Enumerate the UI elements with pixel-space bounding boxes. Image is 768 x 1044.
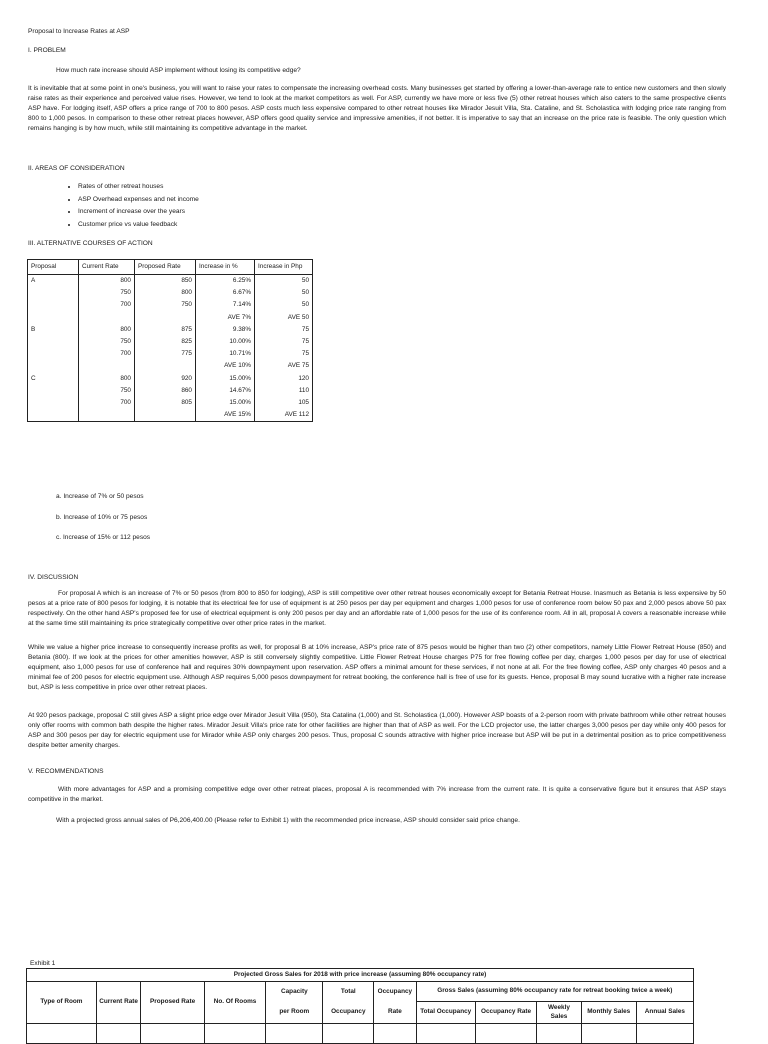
table-cell: 920 bbox=[135, 373, 196, 385]
table-row bbox=[28, 336, 313, 348]
considerations-list bbox=[28, 181, 428, 231]
discussion-paragraph-2: While we value a higher price increase to consequently increase profits as well, for proposal B at 10% increase, ASP's price rate of 875 pesos would be higher than two (2) other competitors, namely Little Flower Retreat House (850) and Betania (800). If we look at the prices for other amenities however, ASP is still conversely slightly competitive. Little Flower Retreat House charges P75 for free flowing coffee per day, charges 1,000 pesos per day for use of electrical equipment, also 1,000 pesos for use of conference hall and requires 30% downpayment upon reservation. ASP offers a minimal amount for these services, if not none at all. For the free flowing coffee, ASP only charges 40 pesos and a minimal fee of 200 pesos for electric equipment use. Although ASP requires 5,000 pesos downpayment for retreat booking, the conference hall is free of use for its guests. Hence, proposal B may sound lucrative with a higher rate increase but, ASP is less competitive in price over other retreat places. bbox=[28, 644, 726, 691]
table-cell: 805 bbox=[135, 397, 196, 409]
table-cell: 6.25% bbox=[196, 275, 255, 288]
table-cell bbox=[28, 348, 79, 360]
table-cell: 75 bbox=[255, 348, 313, 360]
table-row bbox=[28, 312, 313, 324]
column-header: Gross Sales (assuming 80% occupancy rate for retreat booking twice a week) bbox=[416, 982, 693, 1002]
table-cell: 700 bbox=[79, 397, 135, 409]
table-cell bbox=[374, 1024, 416, 1044]
table-row bbox=[28, 373, 313, 385]
table-cell: 120 bbox=[255, 373, 313, 385]
table-row bbox=[27, 1024, 694, 1044]
table-cell: 825 bbox=[135, 336, 196, 348]
column-header: Occupancy Rate bbox=[475, 1002, 536, 1024]
table-cell bbox=[79, 360, 135, 372]
table-cell: A bbox=[28, 275, 79, 288]
table-row bbox=[27, 969, 694, 982]
column-subheader: Occupancy bbox=[323, 1002, 374, 1024]
table-cell bbox=[135, 312, 196, 324]
table-cell bbox=[27, 1024, 97, 1044]
column-header: Proposed Rate bbox=[135, 260, 196, 275]
list-item: • Rates of other retreat houses bbox=[78, 181, 428, 194]
table-cell: 50 bbox=[255, 299, 313, 311]
exhibit-table bbox=[26, 968, 694, 1044]
table-cell: AVE 15% bbox=[196, 409, 255, 422]
column-header: Capacity bbox=[266, 982, 323, 1002]
column-header: Total Occupancy bbox=[416, 1002, 475, 1024]
discussion-paragraph-3: At 920 pesos package, proposal C still gives ASP a slight price edge over Mirador Jesuit Villa (950), Sta Catalina (1,000) and St. Scholastica (1,000). However ASP boasts of a 2-person room with private bathroom while other retreat houses only offer rooms with common bath despite the higher rates. Mirador Jesuit Villa's price rate for other facilities are higher than that of ASP as well. For the LCD projector use, the latter charges 3,000 pesos per day while only 400 pesos for ASP and 300 pesos per day for electric equipment use for Mirador while ASP only charges 200 pesos. Thus, proposal C sounds attractive with higher price increase but ASP will be put in a detrimental position as to price competitiveness despite better amenity charges. bbox=[28, 712, 726, 749]
problem-paragraph: It is inevitable that at some point in one's business, you will want to raise your rates to compensate the increasing overhead costs. Many businesses get started by offering a lower-than-average rate to entice new customers and then slowly raise rates as their experience and perceived value rises. However, we tend to look at the market competitors as well. For ASP, currently we have more or less five (5) other retreat houses which also caters to the same prospective clients ASP have. For lodging itself, ASP offers a price range of 700 to 800 pesos. ASP costs much less expensive compared to other retreat houses like Mirador Jesuit Villa, Sta. Cataline, and St. Scholastica with lodging price rate ranging from 800 to 1,000 pesos. In comparison to these other retreat places however, ASP offers good quality service and impressive amenities, if not better. It is imperative to say that an increase on the price rate is feasible. The only question which remains hanging is by how much, while still maintaining its competitive advantage in the market. bbox=[28, 85, 726, 132]
table-cell bbox=[266, 1024, 323, 1044]
option-a: a. Increase of 7% or 50 pesos bbox=[56, 493, 144, 500]
table-cell: 14.67% bbox=[196, 385, 255, 397]
table-cell bbox=[323, 1024, 374, 1044]
table-cell: 800 bbox=[79, 373, 135, 385]
table-cell bbox=[581, 1024, 636, 1044]
table-cell bbox=[28, 312, 79, 324]
table-cell: 15.00% bbox=[196, 373, 255, 385]
table-cell: 700 bbox=[79, 348, 135, 360]
table-cell bbox=[28, 385, 79, 397]
discussion-heading: IV. DISCUSSION bbox=[28, 574, 79, 581]
recommendations-heading: V. RECOMMENDATIONS bbox=[28, 768, 104, 775]
table-cell bbox=[537, 1024, 581, 1044]
table-cell: 800 bbox=[79, 324, 135, 336]
table-cell: 50 bbox=[255, 275, 313, 288]
table-cell: AVE 75 bbox=[255, 360, 313, 372]
column-header: Current Rate bbox=[96, 982, 140, 1024]
column-header: Current Rate bbox=[79, 260, 135, 275]
column-header: Occupancy bbox=[374, 982, 416, 1002]
document-title: Proposal to Increase Rates at ASP bbox=[28, 28, 130, 35]
table-cell bbox=[204, 1024, 265, 1044]
option-c: c. Increase of 15% or 112 pesos bbox=[56, 534, 151, 541]
table-cell: 7.14% bbox=[196, 299, 255, 311]
table-cell: 110 bbox=[255, 385, 313, 397]
table-cell: 750 bbox=[79, 336, 135, 348]
table-cell: 50 bbox=[255, 287, 313, 299]
table-cell: 775 bbox=[135, 348, 196, 360]
table-cell: 875 bbox=[135, 324, 196, 336]
table-cell: AVE 112 bbox=[255, 409, 313, 422]
table-cell bbox=[28, 287, 79, 299]
column-header: Monthly Sales bbox=[581, 1002, 636, 1024]
recommendations-paragraph-2: With a projected gross annual sales of P6,206,400.00 (Please refer to Exhibit 1) with the recommended price increase, ASP should consider said price change. bbox=[56, 817, 520, 824]
table-cell: 75 bbox=[255, 324, 313, 336]
table-cell: 10.00% bbox=[196, 336, 255, 348]
alternatives-heading: III. ALTERNATIVE COURSES OF ACTION bbox=[28, 240, 153, 247]
table-cell: 105 bbox=[255, 397, 313, 409]
table-cell bbox=[28, 409, 79, 422]
problem-heading: I. PROBLEM bbox=[28, 47, 66, 54]
column-header: Type of Room bbox=[27, 982, 97, 1024]
column-header: Annual Sales bbox=[636, 1002, 693, 1024]
exhibit-title: Projected Gross Sales for 2018 with price increase (assuming 80% occupancy rate) bbox=[27, 969, 694, 982]
alternatives-table bbox=[27, 259, 313, 422]
table-cell: 800 bbox=[79, 275, 135, 288]
table-row bbox=[28, 348, 313, 360]
problem-question: How much rate increase should ASP implement without losing its competitive edge? bbox=[56, 67, 301, 74]
table-cell: 700 bbox=[79, 299, 135, 311]
list-item: • Increment of increase over the years bbox=[78, 206, 428, 219]
considerations-heading: II. AREAS OF CONSIDERATION bbox=[28, 165, 125, 172]
list-item: • ASP Overhead expenses and net income bbox=[78, 194, 428, 207]
discussion-paragraph-1: For proposal A which is an increase of 7% or 50 pesos (from 800 to 850 for lodging), ASP is still competitive over other retreat houses economically except for Betania Retreat House. Inasmuch as Betania is less expensive by 50 pesos at a price rate of 800 pesos for lodging, it is notable that its electrical fee for use of equipment is at 250 pesos per day per equipment and charges 1,000 pesos for use of conference room below 50 pax and 2,000 pesos above 50 pax respectively. On the other hand ASP's proposed fee for use of electrical equipment is only 200 pesos per day and an affordable rate of 1,000 pesos for the use of its conference room. All in all, proposal A covers a reasonable increase while at the same time still maintaining its price strategically competitive over other price rates in the market. bbox=[28, 590, 726, 627]
table-cell: 15.00% bbox=[196, 397, 255, 409]
option-b: b. Increase of 10% or 75 pesos bbox=[56, 514, 148, 521]
column-header: Weekly Sales bbox=[537, 1002, 581, 1024]
table-cell: 75 bbox=[255, 336, 313, 348]
table-cell: 750 bbox=[135, 299, 196, 311]
table-cell: 750 bbox=[79, 287, 135, 299]
column-header: Total bbox=[323, 982, 374, 1002]
table-cell: 750 bbox=[79, 385, 135, 397]
table-cell: AVE 7% bbox=[196, 312, 255, 324]
table-cell: 850 bbox=[135, 275, 196, 288]
column-header: Increase in % bbox=[196, 260, 255, 275]
table-cell bbox=[135, 409, 196, 422]
column-header: Proposal bbox=[28, 260, 79, 275]
column-header: No. Of Rooms bbox=[204, 982, 265, 1024]
table-cell bbox=[636, 1024, 693, 1044]
table-cell bbox=[96, 1024, 140, 1044]
column-header: Proposed Rate bbox=[141, 982, 205, 1024]
table-cell bbox=[79, 312, 135, 324]
table-cell: 10.71% bbox=[196, 348, 255, 360]
table-row bbox=[28, 409, 313, 422]
table-row bbox=[28, 397, 313, 409]
table-row bbox=[27, 982, 694, 1002]
table-row bbox=[28, 360, 313, 372]
alternatives-table-body bbox=[28, 275, 313, 422]
table-row bbox=[28, 287, 313, 299]
exhibit-label: Exhibit 1 bbox=[30, 960, 56, 967]
table-cell bbox=[28, 397, 79, 409]
table-header-row bbox=[28, 260, 313, 275]
list-item: • Customer price vs value feedback bbox=[78, 219, 428, 232]
table-cell: AVE 10% bbox=[196, 360, 255, 372]
table-row bbox=[28, 275, 313, 288]
table-cell: C bbox=[28, 373, 79, 385]
table-cell bbox=[475, 1024, 536, 1044]
table-row bbox=[28, 299, 313, 311]
table-cell: 860 bbox=[135, 385, 196, 397]
recommendations-paragraph-1: With more advantages for ASP and a promising competitive edge over other retreat places, proposal A is recommended with 7% increase from the current rate. It is quite a conservative figure but it ensures that ASP stays competitive in the market. bbox=[28, 786, 726, 803]
table-cell: B bbox=[28, 324, 79, 336]
table-cell bbox=[28, 299, 79, 311]
table-cell bbox=[416, 1024, 475, 1044]
table-cell bbox=[135, 360, 196, 372]
column-subheader: Rate bbox=[374, 1002, 416, 1024]
table-cell bbox=[28, 336, 79, 348]
column-header: Increase in Php bbox=[255, 260, 313, 275]
table-cell: AVE 50 bbox=[255, 312, 313, 324]
table-cell bbox=[141, 1024, 205, 1044]
table-cell: 9.38% bbox=[196, 324, 255, 336]
table-cell: 800 bbox=[135, 287, 196, 299]
table-row bbox=[28, 385, 313, 397]
column-subheader: per Room bbox=[266, 1002, 323, 1024]
table-cell: 6.67% bbox=[196, 287, 255, 299]
table-cell bbox=[79, 409, 135, 422]
table-row bbox=[28, 324, 313, 336]
table-cell bbox=[28, 360, 79, 372]
